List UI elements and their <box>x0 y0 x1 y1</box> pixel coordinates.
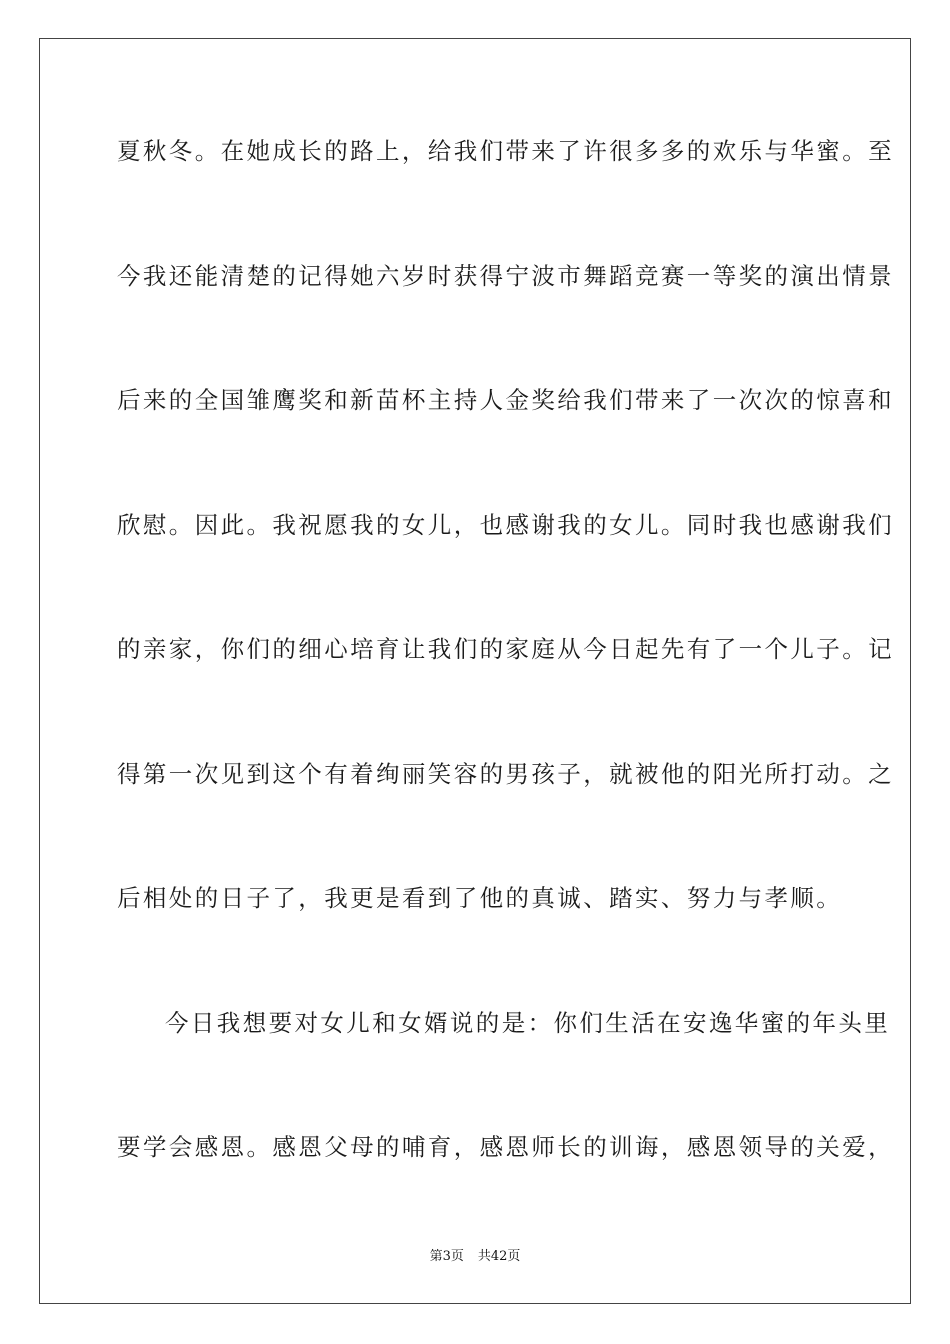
body-text-line: 后相处的日子了，我更是看到了他的真诚、踏实、努力与孝顺。 <box>117 884 843 912</box>
body-text-line: 要学会感恩。感恩父母的哺育，感恩师长的训诲，感恩领导的关爱， <box>117 1133 894 1161</box>
paragraph-first-line: 今日我想要对女儿和女婿说的是：你们生活在安逸华蜜的年头里 <box>165 1009 891 1037</box>
page-total: 共42页 <box>477 1249 521 1264</box>
body-text-line: 的亲家，你们的细心培育让我们的家庭从今日起先有了一个儿子。记 <box>117 635 894 663</box>
body-text-line: 夏秋冬。在她成长的路上，给我们带来了许很多多的欢乐与华蜜。至 <box>117 137 894 165</box>
page-footer <box>0 1248 950 1266</box>
body-text-line: 得第一次见到这个有着绚丽笑容的男孩子，就被他的阳光所打动。之 <box>117 760 894 788</box>
page-number: 第3页 <box>429 1249 464 1264</box>
page-border <box>39 38 911 1304</box>
body-text-line: 欣慰。因此。我祝愿我的女儿，也感谢我的女儿。同时我也感谢我们 <box>117 511 894 539</box>
body-text-line: 今我还能清楚的记得她六岁时获得宁波市舞蹈竞赛一等奖的演出情景 <box>117 262 894 290</box>
body-text-line: 后来的全国雏鹰奖和新苗杯主持人金奖给我们带来了一次次的惊喜和 <box>117 386 894 414</box>
